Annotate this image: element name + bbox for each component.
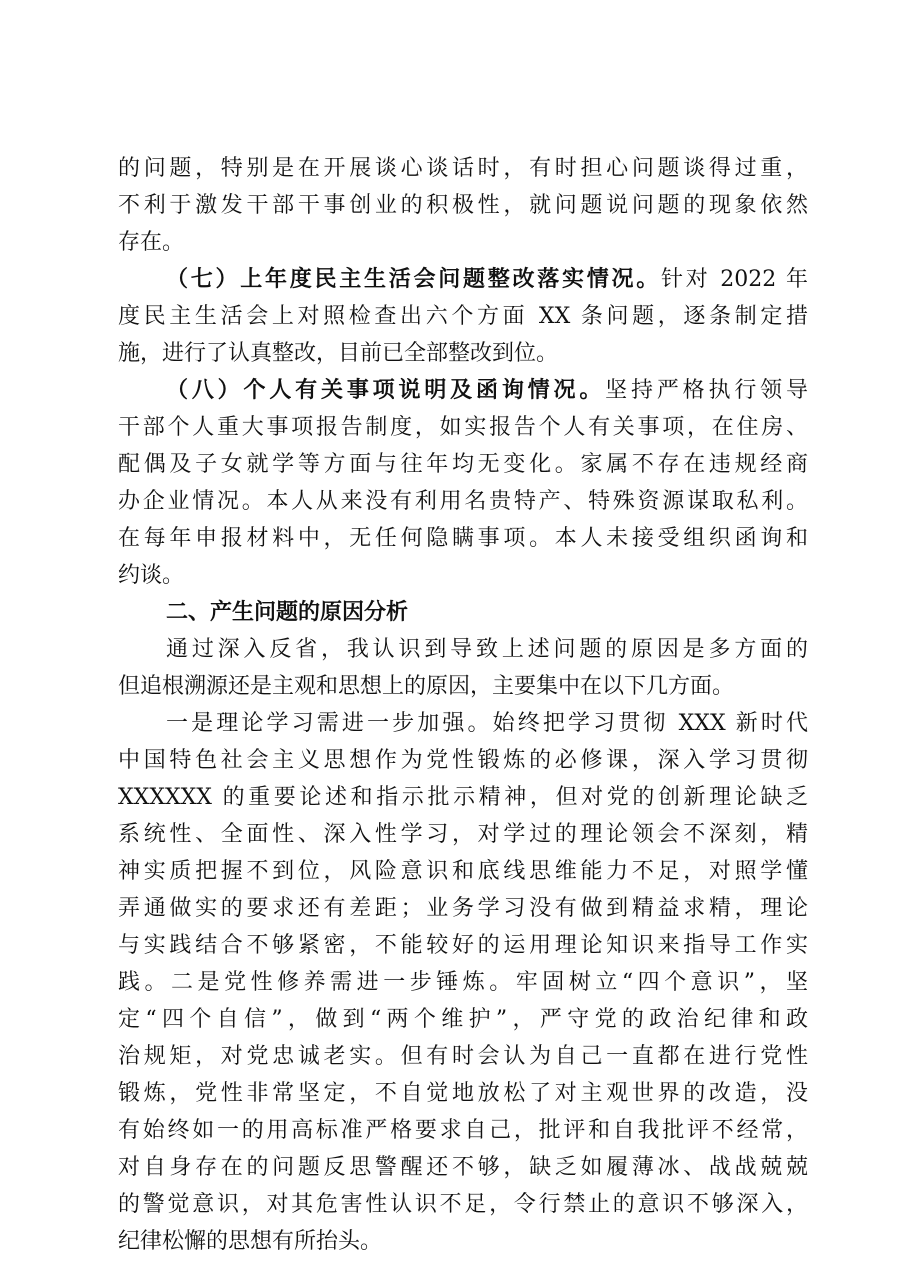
paragraph-line: 践。二是党性修养需进一步锤炼。牢固树立“四个意识”，坚 (118, 970, 808, 995)
paragraph-line: 弄通做实的要求还有差距；业务学习没有做到精益求精，理论 (118, 896, 808, 921)
paragraph-line: 干部个人重大事项报告制度，如实报告个人有关事项，在住房、 (118, 415, 808, 440)
paragraph-line: 办企业情况。本人从来没有利用名贵特产、特殊资源谋取私利。 (118, 489, 808, 514)
paragraph-line: 约谈。 (118, 563, 185, 588)
paragraph-line: 施，进行了认真整改，目前已全部整改到位。 (118, 341, 559, 366)
subsection-line (118, 372, 808, 409)
paragraph-line: 定“四个自信”，做到“两个维护”，严守党的政治纪律和政 (118, 1007, 808, 1032)
paragraph-line: 配偶及子女就学等方面与往年均无变化。家属不存在违规经商 (118, 452, 808, 477)
subsection-title: （七）上年度民主生活会问题整改落实情况。 (166, 266, 662, 292)
paragraph-line: 一是理论学习需进一步加强。始终把学习贯彻 XXX 新时代 (166, 711, 808, 736)
document-body (118, 150, 808, 1260)
paragraph-line: 锻炼，党性非常坚定，不自觉地放松了对主观世界的改造，没 (118, 1081, 808, 1106)
paragraph-line: 对自身存在的问题反思警醒还不够，缺乏如履薄冰、战战兢兢 (118, 1155, 808, 1180)
paragraph-line: 治规矩，对党忠诚老实。但有时会认为自己一直都在进行党性 (118, 1044, 808, 1069)
subsection-text: 坚持严格执行领导 (605, 378, 808, 403)
paragraph-line: 有始终如一的用高标准严格要求自己，批评和自我批评不经常， (118, 1118, 808, 1143)
paragraph-line: 不利于激发干部干事创业的积极性，就问题说问题的现象依然 (118, 193, 808, 218)
paragraph-line: 的警觉意识，对其危害性认识不足，令行禁止的意识不够深入， (118, 1192, 808, 1217)
paragraph-line: 通过深入反省，我认识到导致上述问题的原因是多方面的 (166, 637, 808, 662)
paragraph-line: 的问题，特别是在开展谈心谈话时，有时担心问题谈得过重， (118, 156, 808, 181)
subsection-title: （八）个人有关事项说明及函询情况。 (166, 377, 606, 403)
paragraph-line: 存在。 (118, 230, 185, 255)
subsection-line (118, 261, 808, 298)
paragraph-line: 系统性、全面性、深入性学习，对学过的理论领会不深刻，精 (118, 822, 808, 847)
section-heading: 二、产生问题的原因分析 (166, 600, 409, 625)
paragraph-line: 与实践结合不够紧密，不能较好的运用理论知识来指导工作实 (118, 933, 808, 958)
paragraph-line: 中国特色社会主义思想作为党性锻炼的必修课，深入学习贯彻 (118, 748, 808, 773)
paragraph-line: XXXXXX 的重要论述和指示批示精神，但对党的创新理论缺乏 (118, 785, 808, 810)
paragraph-line: 纪律松懈的思想有所抬头。 (118, 1229, 383, 1254)
paragraph-line: 在每年申报材料中，无任何隐瞒事项。本人未接受组织函询和 (118, 526, 808, 551)
subsection-text: 针对 2022 年 (661, 267, 808, 292)
paragraph-line: 神实质把握不到位，风险意识和底线思维能力不足，对照学懂 (118, 859, 808, 884)
paragraph-line: 但追根溯源还是主观和思想上的原因，主要集中在以下几方面。 (118, 674, 735, 699)
paragraph-line: 度民主生活会上对照检查出六个方面 XX 条问题，逐条制定措 (118, 304, 808, 329)
